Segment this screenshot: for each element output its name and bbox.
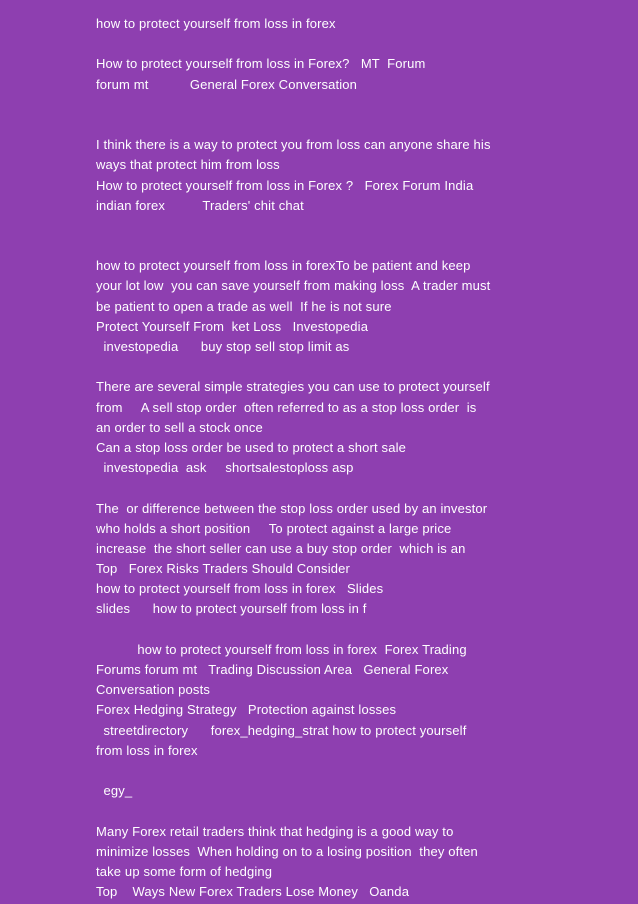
text-line: I think there is a way to protect you from loss can anyone share his: [96, 137, 491, 153]
document-body: [96, 14, 616, 902]
text-line: how to protect yourself from loss in forex Forex Trading: [96, 641, 467, 657]
text-line: egy_: [96, 783, 133, 799]
text-line: How to protect yourself from loss in Forex ? Forex Forum India: [96, 177, 474, 193]
text-line: Protect Yourself From ket Loss Investopedia: [96, 318, 369, 334]
text-line: investopedia buy stop sell stop limit as: [96, 339, 350, 354]
blank-line: [96, 761, 616, 781]
text-line: investopedia ask shortsalestoploss asp: [96, 460, 354, 476]
blank-line: [96, 216, 616, 236]
text-line: Forums forum mt Trading Discussion Area General Forex: [96, 662, 449, 677]
text-line: Can a stop loss order be used to protect a short sale: [96, 439, 407, 455]
text-line: take up some form of hedging: [96, 863, 273, 879]
blank-line: [96, 478, 616, 498]
text-line: Many Forex retail traders think that hedging is a good way to: [96, 823, 454, 839]
blank-line: [96, 236, 616, 256]
document-page: [96, 14, 616, 902]
blank-line: [96, 357, 616, 377]
text-line: be patient to open a trade as well If he is not sure: [96, 298, 392, 314]
text-line: your lot low you can save yourself from making loss A trader must: [96, 278, 491, 294]
blank-line: [96, 801, 616, 821]
text-line: Conversation posts: [96, 682, 210, 698]
text-line: streetdirectory forex_hedging_strat how to protect yourself: [96, 722, 467, 738]
text-line: There are several simple strategies you can use to protect yourself: [96, 379, 490, 395]
text-line: how to protect yourself from loss in forexTo be patient and keep: [96, 258, 471, 274]
text-line: slides how to protect yourself from loss in f: [96, 601, 367, 617]
text-line: forum mt General Forex Conversation: [96, 76, 358, 92]
text-line: Forex Hedging Strategy Protection against losses: [96, 702, 397, 718]
blank-line: [96, 115, 616, 135]
text-line: how to protect yourself from loss in forex Slides: [96, 581, 384, 597]
blank-line: [96, 34, 616, 54]
text-line: how to protect yourself from loss in forex: [96, 16, 336, 31]
text-line: from loss in forex: [96, 742, 198, 758]
blank-line: [96, 620, 616, 640]
text-line: an order to sell a stock once: [96, 419, 263, 435]
text-line: who holds a short position To protect against a large price: [96, 520, 452, 536]
text-line: from A sell stop order often referred to as a stop loss order is: [96, 399, 477, 415]
text-line: indian forex Traders' chit chat: [96, 197, 304, 213]
text-line: minimize losses When holding on to a losing position they often: [96, 843, 478, 859]
text-line: The or difference between the stop loss order used by an investor: [96, 500, 488, 516]
text-line: increase the short seller can use a buy stop order which is an: [96, 540, 466, 556]
blank-line: [96, 95, 616, 115]
text-line: Top Forex Risks Traders Should Consider: [96, 561, 350, 577]
text-line: Top Ways New Forex Traders Lose Money Oanda: [96, 884, 410, 900]
text-line: ways that protect him from loss: [96, 157, 280, 173]
text-line: How to protect yourself from loss in Forex? MT Forum: [96, 56, 426, 72]
